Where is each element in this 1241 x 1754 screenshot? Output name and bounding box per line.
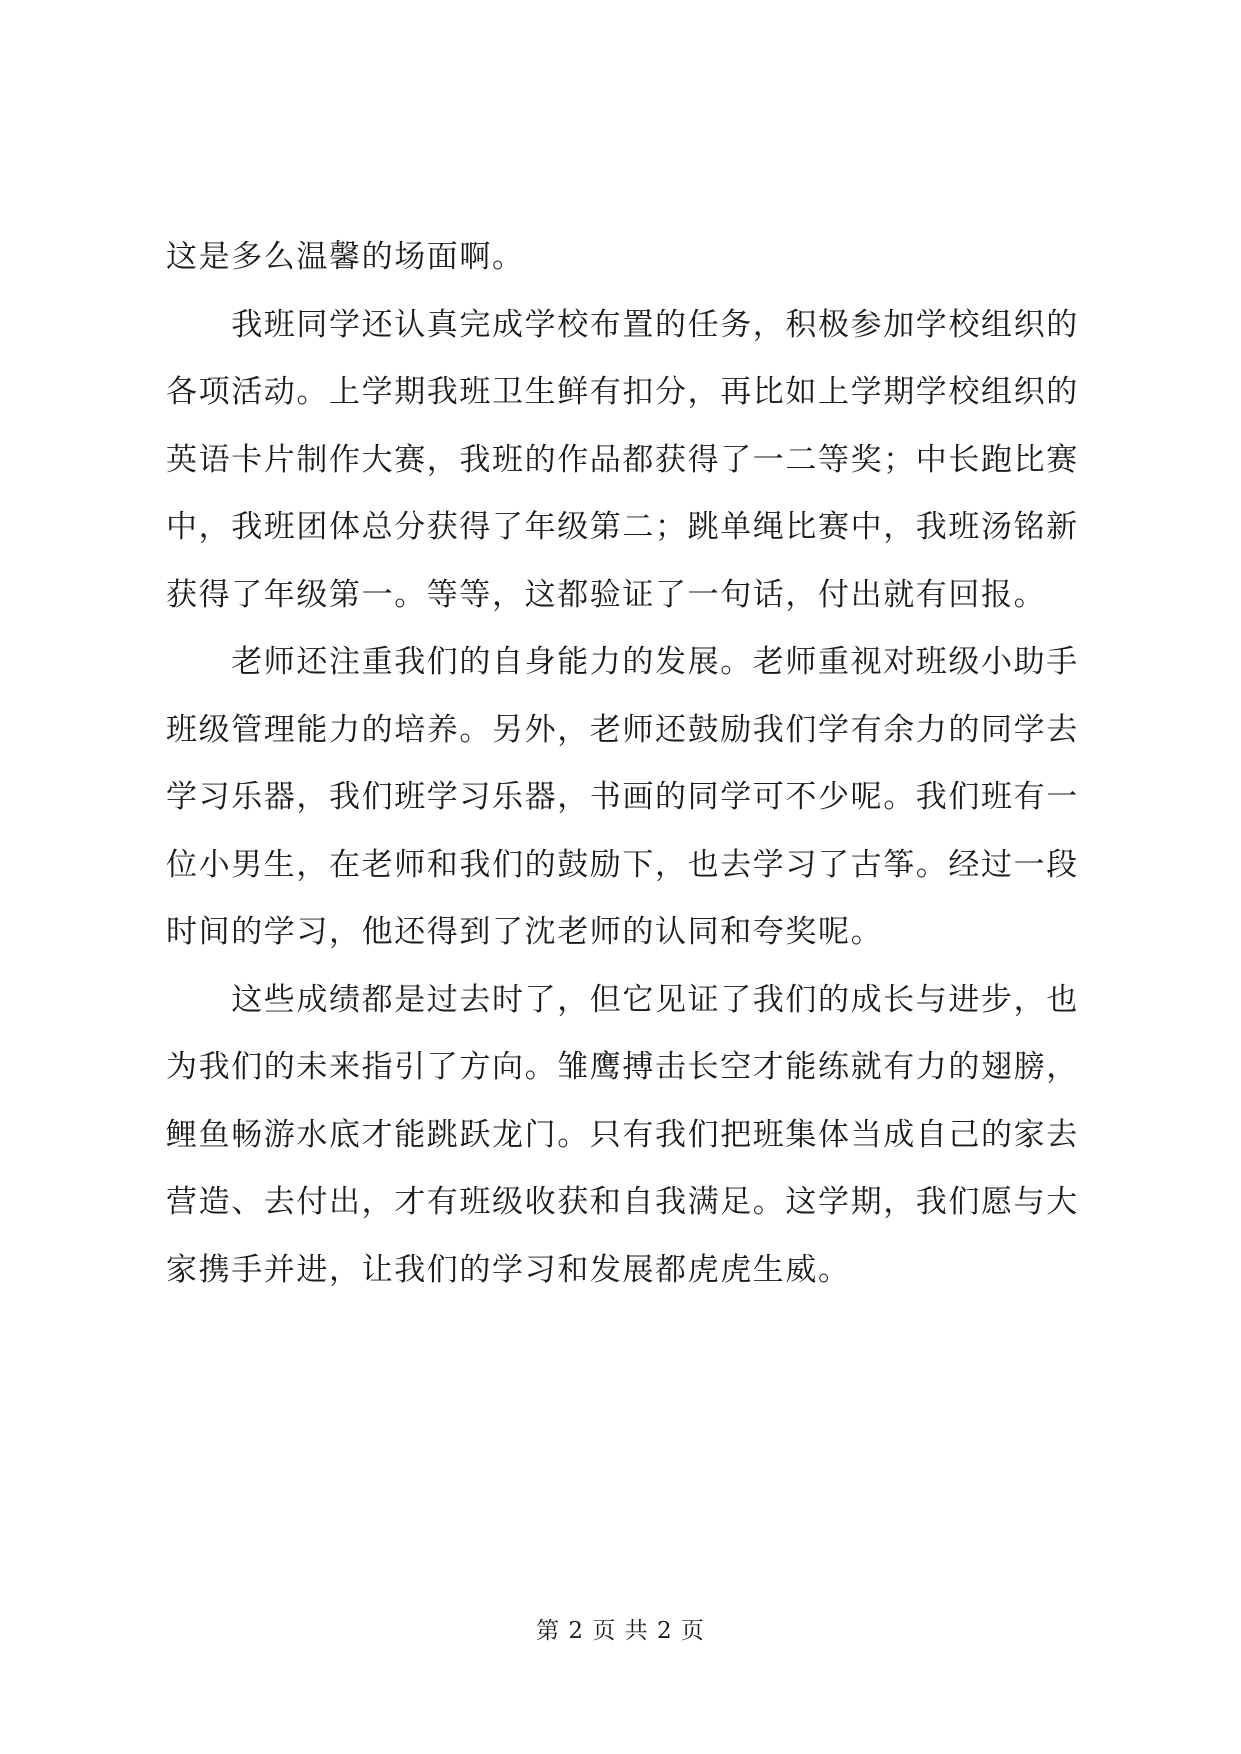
text-line: 英语卡片制作大赛，我班的作品都获得了一二等奖；中长跑比赛 — [166, 441, 1079, 478]
text-line: 这些成绩都是过去时了，但它见证了我们的成长与进步，也 — [166, 981, 1079, 1018]
document-body — [166, 232, 1078, 1312]
text-line: 学习乐器，我们班学习乐器，书画的同学可不少呢。我们班有一 — [166, 779, 1079, 815]
text-line: 家携手并进，让我们的学习和发展都虎虎生威。 — [166, 1251, 851, 1288]
text-line: 营造、去付出，才有班级收获和自我满足。这学期，我们愿与大 — [166, 1184, 1079, 1220]
text-line: 这是多么温馨的场面啊。 — [166, 239, 525, 275]
text-line: 班级管理能力的培养。另外，老师还鼓励我们学有余力的同学去 — [166, 711, 1079, 748]
text-line: 时间的学习，他还得到了沈老师的认同和夸奖呢。 — [166, 914, 884, 950]
text-line: 鲤鱼畅游水底才能跳跃龙门。只有我们把班集体当成自己的家去 — [166, 1116, 1079, 1153]
text-line: 获得了年级第一。等等，这都验证了一句话，付出就有回报。 — [166, 576, 1047, 613]
text-line: 我班同学还认真完成学校布置的任务，积极参加学校组织的 — [166, 306, 1079, 343]
page-number-footer: 第 2 页 共 2 页 — [536, 1618, 705, 1644]
text-line: 为我们的未来指引了方向。雏鹰搏击长空才能练就有力的翅膀， — [166, 1049, 1079, 1085]
text-line: 老师还注重我们的自身能力的发展。老师重视对班级小助手 — [166, 644, 1079, 680]
text-line: 中，我班团体总分获得了年级第二；跳单绳比赛中，我班汤铭新 — [166, 509, 1079, 545]
text-line: 位小男生，在老师和我们的鼓励下，也去学习了古筝。经过一段 — [166, 846, 1079, 883]
text-line: 各项活动。上学期我班卫生鲜有扣分，再比如上学期学校组织的 — [166, 374, 1079, 410]
